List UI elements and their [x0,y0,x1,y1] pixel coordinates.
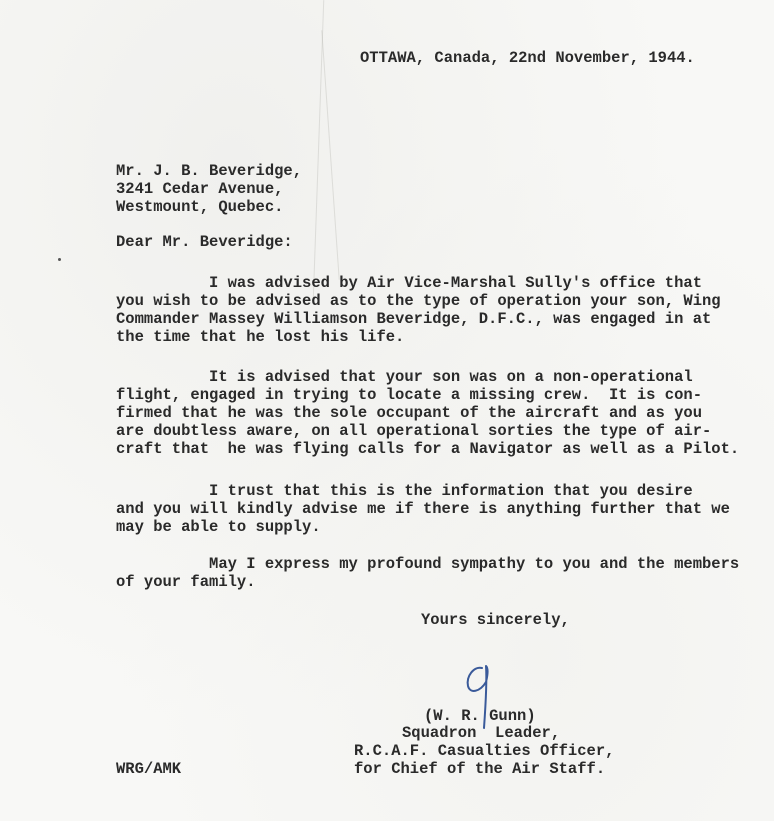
paragraph-1-line: the time that he lost his life. [116,328,405,346]
paragraph-2-line: flight, engaged in trying to locate a missing crew. It is con- [116,386,702,404]
signatory-rank: Squadron Leader, [402,724,561,742]
reference-initials: WRG/AMK [116,760,182,778]
salutation: Dear Mr. Beveridge: [116,233,293,251]
paper-fold-crease [321,30,339,279]
recipient-name: Mr. J. B. Beveridge, [116,162,303,180]
signatory-for: for Chief of the Air Staff. [354,760,606,778]
paragraph-3-line: I trust that this is the information that you desire [116,482,693,500]
paragraph-3-line: and you will kindly advise me if there is anything further that we [116,500,730,518]
paragraph-1-line: I was advised by Air Vice-Marshal Sully's office that [116,274,702,292]
paragraph-2-line: It is advised that your son was on a non-operational [116,368,693,386]
dateline: OTTAWA, Canada, 22nd November, 1944. [360,49,695,67]
closing: Yours sincerely, [421,611,570,629]
paragraph-2-line: firmed that he was the sole occupant of the aircraft and as you [116,404,702,422]
paragraph-2-line: are doubtless aware, on all operational sorties the type of air- [116,422,712,440]
paragraph-4-line: of your family. [116,573,256,591]
signatory-title: R.C.A.F. Casualties Officer, [354,742,615,760]
paragraph-3-line: may be able to supply. [116,518,321,536]
paragraph-1-line: you wish to be advised as to the type of operation your son, Wing [116,292,721,310]
paragraph-1-line: Commander Massey Williamson Beveridge, D.F.C., was engaged in at [116,310,712,328]
recipient-city: Westmount, Quebec. [116,198,284,216]
recipient-street: 3241 Cedar Avenue, [116,180,284,198]
paper-speck [58,258,61,261]
paragraph-2-line: craft that he was flying calls for a Navigator as well as a Pilot. [116,440,740,458]
signatory-name: (W. R. Gunn) [424,707,536,725]
paragraph-4-line: May I express my profound sympathy to you and the members [116,555,740,573]
